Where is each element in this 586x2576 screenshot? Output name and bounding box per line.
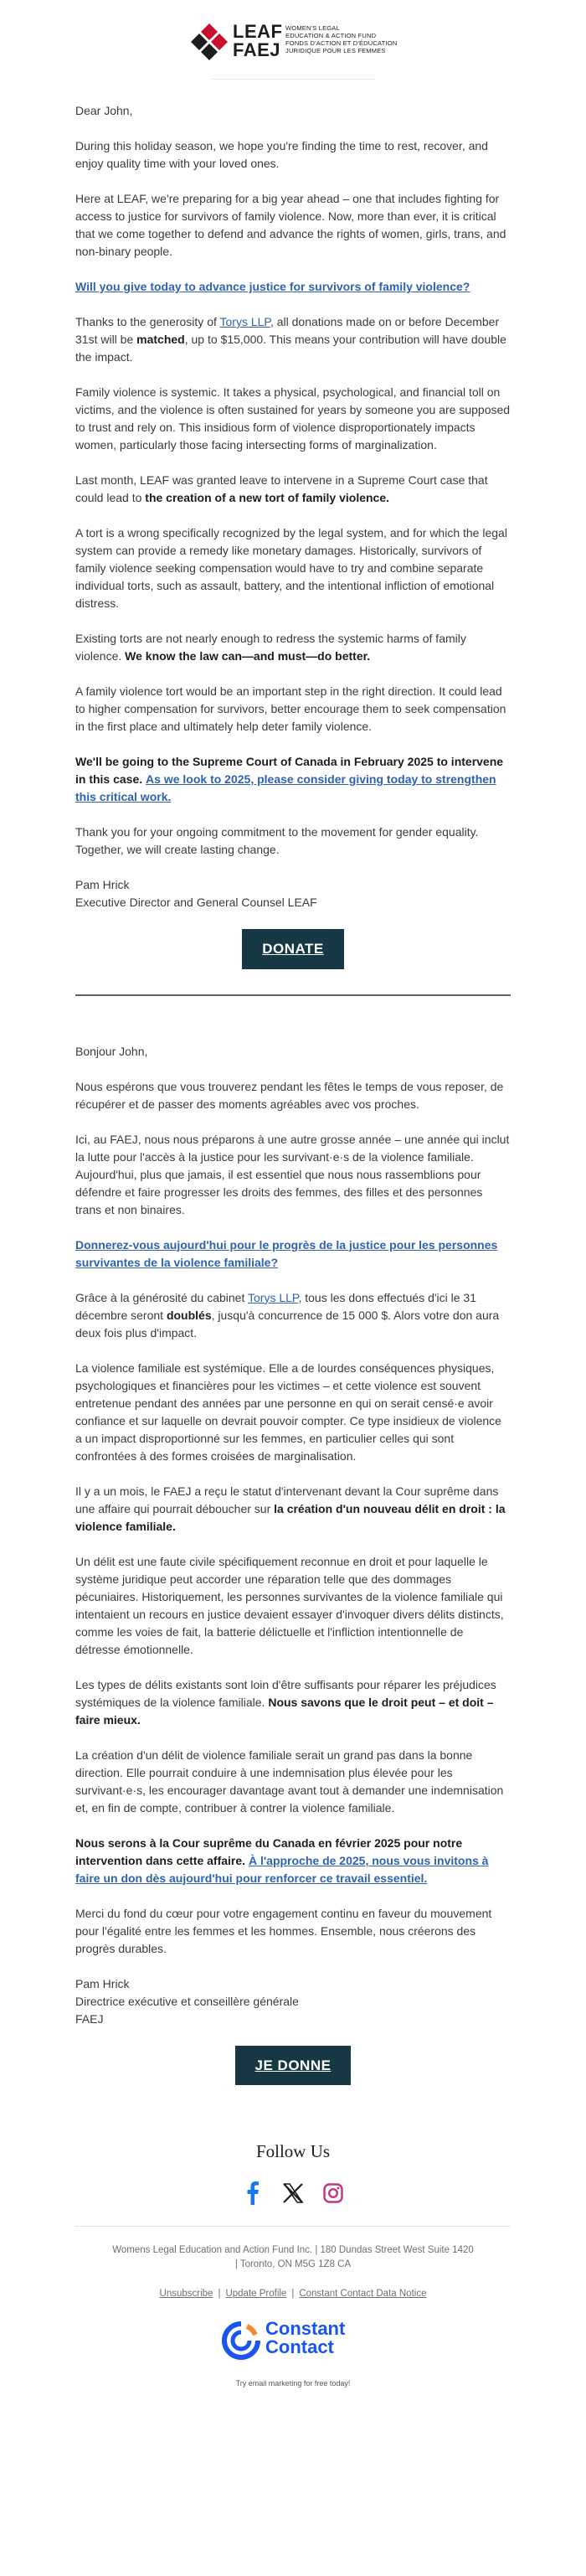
text: Thanks to the generosity of <box>75 315 220 328</box>
org-address <box>0 2243 586 2272</box>
email-footer <box>0 2139 586 2401</box>
separator: | <box>218 2288 221 2299</box>
paragraph: Thank you for your ongoing commitment to the movement for gender equality. Together, we will create lasting change. <box>75 825 479 856</box>
text: , up to $15,000. This means your contribution will have double the impact. <box>75 333 506 364</box>
greeting: Bonjour John, <box>75 1044 148 1058</box>
footer-spacer <box>0 2389 586 2401</box>
bold-text: matched <box>136 333 185 346</box>
footer-divider <box>75 2226 511 2227</box>
text: , all donations made on or before December 31st will be <box>75 315 500 346</box>
text: Grâce à la générosité du cabinet <box>75 1290 248 1304</box>
text: Existing torts are not nearly enough to redress the systemic harms of family violence. <box>75 632 466 663</box>
logo-sub-line: EDUCATION & ACTION FUND <box>285 32 377 39</box>
paragraph: La violence familiale est systémique. Elle a de lourdes conséquences physiques, psychologiques et financières pour les victimes – et cette violence est souvent entretenue pendant des années par une personne en qui on serait censé·e avoir confiance et sur laquelle on devrait pouvoir compter. Ce type insidieux de violence a un impact disproportionné sur les femmes, en particulier celles qui sont confrontées à des formes croisées de marginalisation. <box>75 1360 501 1463</box>
paragraph: A tort is a wrong specifically recognized by the legal system, and for which the legal system can provide a remedy like monetary damages. Historically, survivors of family violence seeking compensation would have to try and combine separate individual torts, such as assault, battery, and the intentional infliction of emotional distress. <box>75 526 507 610</box>
cta-paragraph <box>75 278 511 296</box>
language-divider <box>75 994 511 996</box>
bold-text: We know the law can—and must—do better. <box>125 649 371 663</box>
signature-title: Executive Director and General Counsel LEAF <box>75 896 317 909</box>
signature-title: Directrice exécutive et conseillère générale <box>75 1994 299 2008</box>
donate-button[interactable]: DONATE <box>242 929 344 969</box>
bold-text: doublés <box>166 1308 212 1322</box>
paragraph: Family violence is systemic. It takes a physical, psychological, and financial toll on victims, and the violence is often sustained for years by someone you are supposed to trust and rely on. This insidious form of violence disproportionately impacts women, particularly those facing intersecting forms of marginalization. <box>75 385 511 452</box>
torys-link[interactable]: Torys LLP <box>219 315 270 328</box>
give-today-link[interactable]: À l'approche de 2025, nous vous invitons à faire un don dès aujourd'hui pour renforcer ce travail essentiel. <box>75 1853 489 1885</box>
give-today-link[interactable]: As we look to 2025, please consider giving today to strengthen this critical work. <box>75 772 496 803</box>
header-divider <box>211 79 375 80</box>
paragraph <box>75 472 511 507</box>
instagram-icon[interactable] <box>321 2181 346 2206</box>
paragraph <box>75 1676 511 1729</box>
bold-text: Nous serons à la Cour suprême du Canada en février 2025 pour notre intervention dans cette affaire. <box>75 1835 463 1867</box>
logo-sub-line: FONDS D'ACTION ET D'ÉDUCATION <box>285 39 398 47</box>
signature-name: Pam Hrick <box>75 878 130 891</box>
bold-text: the creation of a new tort of family violence. <box>145 491 390 504</box>
data-notice-link[interactable]: Constant Contact Data Notice <box>299 2288 427 2299</box>
signature <box>75 1975 511 2028</box>
leaf-logo-icon <box>189 22 229 62</box>
donate-appeal-link[interactable]: Donnerez-vous aujourd'hui pour le progrès de la justice pour les personnes survivantes de la violence familiale? <box>75 1237 498 1269</box>
french-section <box>0 1043 586 2086</box>
constant-contact-tagline: Try email marketing for free today! <box>235 2378 351 2388</box>
signature-org: FAEJ <box>75 2011 104 2026</box>
cc-word: Constant <box>265 2317 346 2339</box>
facebook-icon[interactable] <box>240 2181 265 2206</box>
donate-button-wrap <box>75 2046 511 2086</box>
paragraph <box>75 1483 511 1536</box>
paragraph: Merci du fond du cœur pour votre engagement continu en faveur du mouvement pour l'égalité entre les femmes et les hommes. Ensemble, nous créerons des progrès durables. <box>75 1906 492 1955</box>
paragraph: Un délit est une faute civile spécifiquement reconnue en droit et pour laquelle le système juridique peut accorder une réparation telle que des dommages pécuniaires. Historiquement, les personnes survivantes de la violence familiale qui intentaient un recours en justice devaient essayer d'invoquer divers délits distincts, comme les voies de fait, la batterie délictuelle et l'infliction intentionnelle de détresse émotionnelle. <box>75 1554 504 1656</box>
x-icon[interactable] <box>280 2181 306 2206</box>
logo-subtitle <box>285 24 397 54</box>
paragraph: Nous espérons que vous trouverez pendant les fêtes le temps de vous reposer, de récupérer et de passer des moments agréables avec vos proches. <box>75 1079 504 1111</box>
leaf-logo[interactable] <box>189 22 407 64</box>
bold-text: Nous savons que le droit peut – et doit – faire mieux. <box>75 1695 494 1727</box>
paragraph <box>75 630 511 665</box>
text: , tous les dons effectués d'ici le 31 décembre seront <box>75 1290 476 1322</box>
paragraph <box>75 753 511 806</box>
english-section <box>0 102 586 969</box>
constant-contact-icon <box>222 2321 260 2360</box>
paragraph: La création d'un délit de violence familiale serait un grand pas dans la bonne direction. Elle pourrait conduire à une indemnisation plus élevée pour les survivant·e·s, les encourager davantage avant tout à demander une indemnisation et, en fin de compte, contribuer à contrer la violence familiale. <box>75 1747 504 1815</box>
paragraph: A family violence tort would be an important step in the right direction. It could lead to higher compensation for survivors, better encourage them to seek compensation in the first place and ultimately help deter family violence. <box>75 684 506 733</box>
text: Les types de délits existants sont loin d'être suffisants pour réparer les préjudices systémiques de la violence familiale. <box>75 1677 496 1709</box>
constant-contact-logo[interactable] <box>222 2316 364 2375</box>
follow-us-heading: Follow Us <box>255 2141 331 2161</box>
paragraph: During this holiday season, we hope you're finding the time to rest, recover, and enjoy quality time with your loved ones. <box>75 139 488 170</box>
constant-contact-wordmark <box>265 2317 346 2357</box>
text: , jusqu'à concurrence de 15 000 $. Alors votre don aura deux fois plus d'impact. <box>75 1308 500 1340</box>
cc-word: Contact <box>265 2336 334 2357</box>
logo-word-leaf: LEAF <box>233 21 283 42</box>
unsubscribe-link[interactable]: Unsubscribe <box>159 2288 213 2299</box>
matching-paragraph <box>75 1289 511 1342</box>
address-line: | Toronto, ON M5G 1Z8 CA <box>234 2259 352 2269</box>
address-line: Womens Legal Education and Action Fund Inc. | 180 Dundas Street West Suite 1420 <box>112 2244 474 2255</box>
bold-text: la création d'un nouveau délit en droit : la violence familiale. <box>75 1501 506 1533</box>
separator: | <box>291 2288 295 2299</box>
text: Il y a un mois, le FAEJ a reçu le statut d'intervenant devant la Cour suprême dans une affaire qui pourrait déboucher sur <box>75 1484 499 1515</box>
bold-text: We'll be going to the Supreme Court of Canada in February 2025 to intervene in this case. <box>75 755 504 786</box>
social-links <box>0 2181 586 2206</box>
email-header <box>0 0 586 84</box>
logo-sub-line: WOMEN'S LEGAL <box>285 24 340 32</box>
signature <box>75 876 511 911</box>
paragraph: Here at LEAF, we're preparing for a big year ahead – one that includes fighting for access to justice for survivors of family violence. Now, more than ever, it is critical that we come together to defend and advance the rights of women, girls, trans, and non-binary people. <box>75 192 506 258</box>
donate-appeal-link[interactable]: Will you give today to advance justice for survivors of family violence? <box>75 280 470 293</box>
je-donne-button[interactable]: JE DONNE <box>235 2046 352 2086</box>
text: Last month, LEAF was granted leave to intervene in a Supreme Court case that could lead to <box>75 473 488 504</box>
torys-link[interactable]: Torys LLP <box>248 1290 299 1304</box>
matching-paragraph <box>75 313 511 366</box>
update-profile-link[interactable]: Update Profile <box>225 2288 287 2299</box>
logo-wordmark <box>233 23 282 59</box>
logo-word-faej: FAEJ <box>233 39 281 60</box>
logo-sub-line: JURIDIQUE POUR LES FEMMES <box>285 47 386 54</box>
signature-name: Pam Hrick <box>75 1976 130 1990</box>
greeting: Dear John, <box>75 104 133 117</box>
paragraph: Ici, au FAEJ, nous nous préparons à une autre grosse année – une année qui inclut la lutte pour l'accès à la justice pour les survivant·e·s de la violence familiale. Aujourd'hui, plus que jamais, il est essentiel que nous nous rassemblions pour défendre et faire progresser les droits des femmes, des filles et des personnes trans et non binaires. <box>75 1132 510 1216</box>
cta-paragraph <box>75 1236 511 1272</box>
paragraph <box>75 1835 511 1887</box>
footer-links <box>0 2287 586 2301</box>
donate-button-wrap <box>75 929 511 969</box>
